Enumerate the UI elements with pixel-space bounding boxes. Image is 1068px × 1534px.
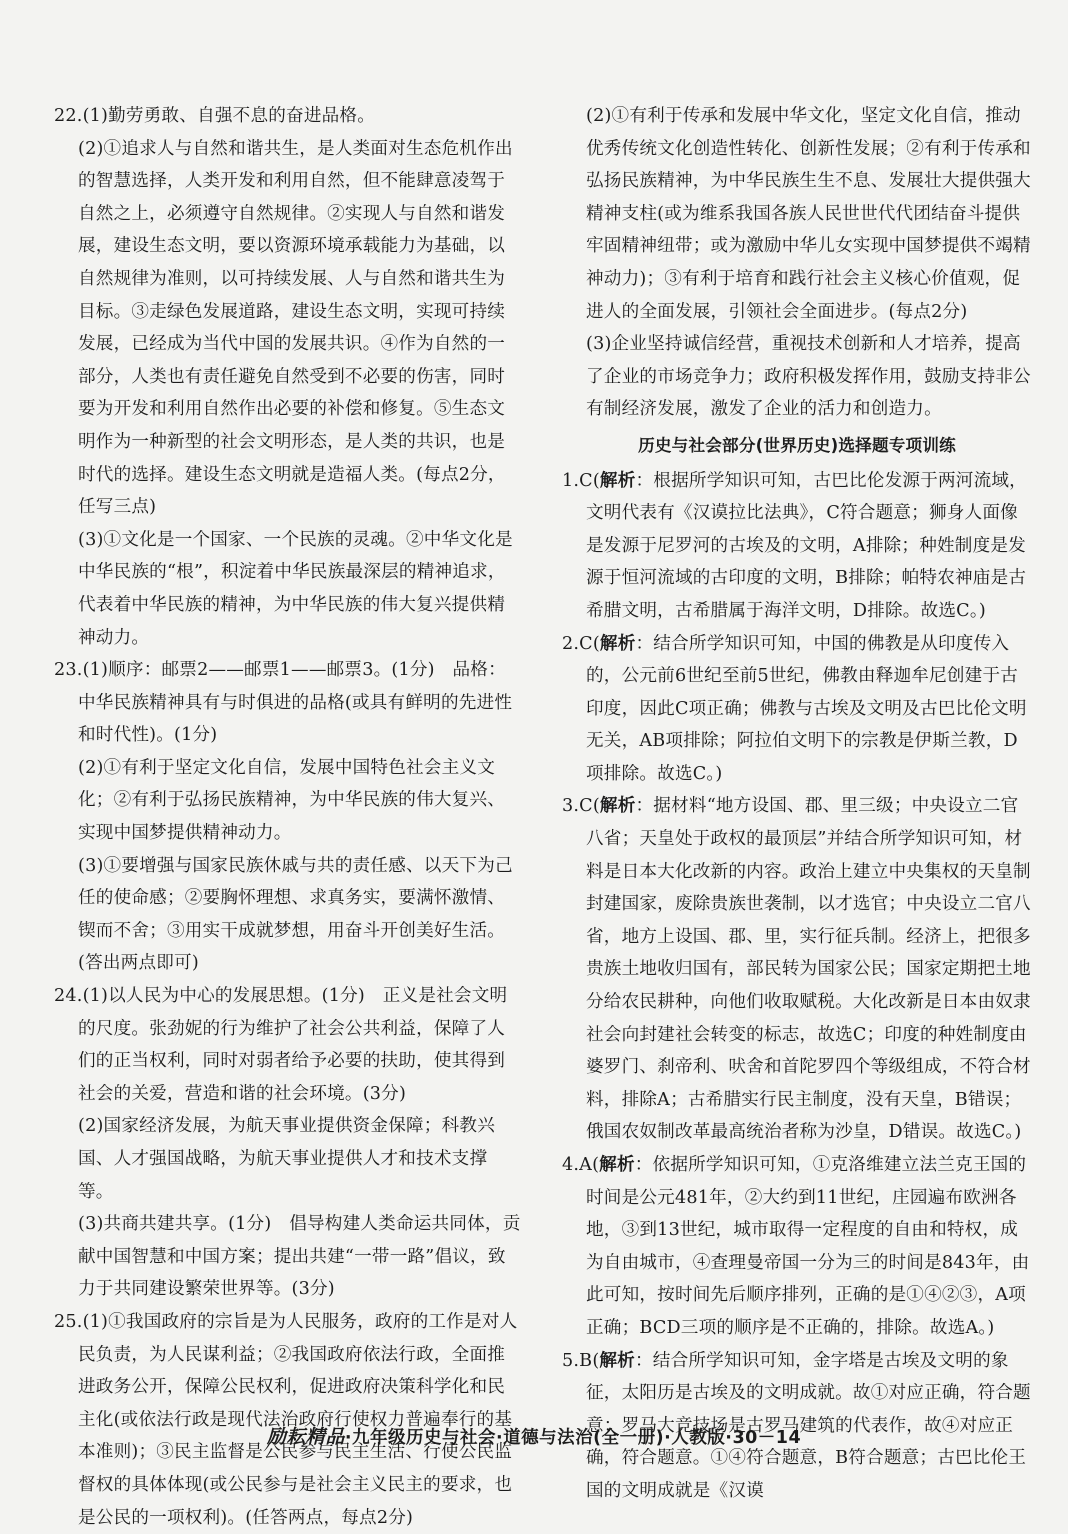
brand-name: 励耘精品	[266, 1426, 345, 1448]
jiexi-label: 解析	[599, 1155, 635, 1175]
answer-22-2: (2)①追求人与自然和谐共生，是人类面对生态危机作出的智慧选择，人类开发和利用自然，但不能肆意凌驾于自然之上，必须遵守自然规律。②实现人与自然和谐发展，建设生态文明，要以资源环境承载能力为基础，以自然规律为准则，以可持续发展、人与自然和谐共生为目标。③走绿色发展道路，建设生态文明，实现可持续发展，已经成为当代中国的发展共识。④作为自然的一部分，人类也有责任避免自然受到不必要的伤害，同时要为开发和利用自然作出必要的补偿和修复。⑤生态文明作为一种新型的社会文明形态，是人类的共识，也是时代的选择。建设生态文明就是造福人类。(每点2分，任写三点)	[78, 138, 513, 518]
answer-25-2: (2)①有利于传承和发展中华文化，坚定文化自信，推动优秀传统文化创造性转化、创新性发展；②有利于传承和弘扬民族精神，为中华民族生生不息、发展壮大提供强大精神支柱(或为维系我国各族人民世世代代团结奋斗提供牢固精神纽带；或为激励中华儿女实现中国梦提供不竭精神动力)；③有利于培育和践行社会主义核心价值观，促进人的全面发展，引领社会全面进步。(每点2分)	[586, 106, 1031, 322]
page-footer	[0, 1422, 1068, 1449]
mc-head: 1.C(	[562, 470, 600, 491]
mc-answer-4	[562, 1149, 1032, 1345]
mc-body: ：结合所学知识可知，金字塔是古埃及文明的象征，太阳历是古埃及的文明成就。故①对应正确，符合题意；罗马大竞技场是古罗马建筑的代表作，故④对应正确，符合题意。①④符合题意，B符合题意；古巴比伦王国的文明成就是《汉谟	[586, 1350, 1031, 1501]
answer-25-1: 25.(1)①我国政府的宗旨是为人民服务，政府的工作是对人民负责，为人民谋利益；②我国政府依法行政，全面推进政务公开，保障公民权利，促进政府决策科学化和民主化(或依法行政是现代法治政府行使权力普遍奉行的基本准则)；③民主监督是公民参与民主生活、行使公民监督权的具体体现(或公民参与是社会主义民主的要求，也是公民的一项权利)。(任答两点，每点2分)	[54, 1311, 518, 1528]
answer-24-1: 24.(1)以人民为中心的发展思想。(1分) 正义是社会文明的尺度。张劲妮的行为维护了社会公共利益，保障了人们的正当权利，同时对弱者给予必要的扶助，使其得到社会的关爱，营造和谐的社会环境。(3分)	[54, 986, 508, 1104]
mc-body: ：据材料“地方设国、郡、里三级；中央设立二官八省；天皇处于政权的最顶层”并结合所学知识可知，材料是日本大化改新的内容。政治上建立中央集权的天皇制封建国家，废除贵族世袭制，以才选官；中央设立二官八省，地方上设国、郡、里，实行征兵制。经济上，把很多贵族土地收归国有，部民转为国家公民；国家定期把土地分给农民耕种，向他们收取赋税。大化改新是日本由奴隶社会向封建社会转变的标志，故选C；印度的种姓制度由婆罗门、刹帝利、吠舍和首陀罗四个等级组成，不符合材料，排除A；古希腊实行民主制度，没有天皇，B错误；俄国农奴制改革最高统治者称为沙皇，D错误。故选C。)	[586, 796, 1031, 1143]
jiexi-label: 解析	[599, 1350, 635, 1371]
mc-body: ：依据所学知识可知，①克洛维建立法兰克王国的时间是公元481年，②大约到11世纪，庄园遍布欧洲各地，③到13世纪，城市取得一定程度的自由和特权，成为自由城市，④查理曼帝国一分为三的时间是843年，由此可知，按时间先后顺序排列，正确的是①④②③，A项正确；BCD三项的顺序是不正确的，排除。故选A。)	[586, 1155, 1030, 1338]
mc-head: 4.A(	[562, 1155, 600, 1175]
jiexi-label: 解析	[599, 470, 636, 491]
jiexi-label: 解析	[599, 633, 636, 654]
mc-head: 5.B(	[562, 1350, 600, 1371]
mc-answer-2	[562, 628, 1032, 791]
mc-answer-3	[562, 790, 1032, 1149]
answer-23-2: (2)①有利于坚定文化自信，发展中国特色社会主义文化；②有利于弘扬民族精神，为中华民族的伟大复兴、实现中国梦提供精神动力。	[78, 757, 506, 844]
mc-head: 3.C(	[562, 796, 600, 817]
answer-22-3: (3)①文化是一个国家、一个民族的灵魂。②中华文化是中华民族的“根”，积淀着中华民族最深层的精神追求，代表着中华民族的精神，为中华民族的伟大复兴提供精神动力。	[78, 529, 513, 648]
section-title: 历史与社会部分(世界历史)选择题专项训练	[638, 435, 956, 455]
jiexi-label: 解析	[599, 796, 636, 817]
mc-answer-1	[562, 465, 1032, 628]
answer-23-3: (3)①要增强与国家民族休戚与共的责任感、以天下为己任的使命感；②要胸怀理想、求真务实，要满怀激情、锲而不舍；③用实干成就梦想，用奋斗开创美好生活。(答出两点即可)	[78, 855, 513, 974]
mc-body: ：结合所学知识可知，中国的佛教是从印度传入的，公元前6世纪至前5世纪，佛教由释迦牟尼创建于古印度，因此C项正确；佛教与古埃及文明及古巴比伦文明无关，AB项排除；阿拉伯文明下的宗教是伊斯兰教，D项排除。故选C。)	[586, 633, 1027, 784]
answer-25-3: (3)企业坚持诚信经营，重视技术创新和人才培养，提高了企业的市场竞争力；政府积极发挥作用，鼓励支持非公有制经济发展，激发了企业的活力和创造力。	[586, 334, 1031, 420]
mc-head: 2.C(	[562, 633, 600, 654]
answer-24-2: (2)国家经济发展，为航天事业提供资金保障；科教兴国、人才强国战略，为航天事业提供人才和技术支撑等。	[78, 1116, 495, 1202]
mc-body: ：根据所学知识可知，古巴比伦发源于两河流域，文明代表有《汉谟拉比法典》，C符合题意；狮身人面像是发源于尼罗河的古埃及的文明，A排除；种姓制度是发源于恒河流域的古印度的文明，B排除；帕特农神庙是古希腊文明，古希腊属于海洋文明，D排除。故选C。)	[586, 470, 1027, 621]
answer-22-1: 22.(1)勤劳勇敢、自强不息的奋进品格。	[54, 106, 376, 126]
left-column	[54, 100, 522, 1534]
right-column	[562, 100, 1032, 1508]
footer-text: ·九年级历史与社会·道德与法治(全一册)·人教版·30－14	[344, 1428, 802, 1448]
answer-23-1: 23.(1)顺序：邮票2——邮票1——邮票3。(1分) 品格：中华民族精神具有与时俱进的品格(或具有鲜明的先进性和时代性)。(1分)	[54, 660, 513, 746]
answer-24-3: (3)共商共建共享。(1分) 倡导构建人类命运共同体，贡献中国智慧和中国方案；提出共建“一带一路”倡议，致力于共同建设繁荣世界等。(3分)	[78, 1214, 521, 1300]
